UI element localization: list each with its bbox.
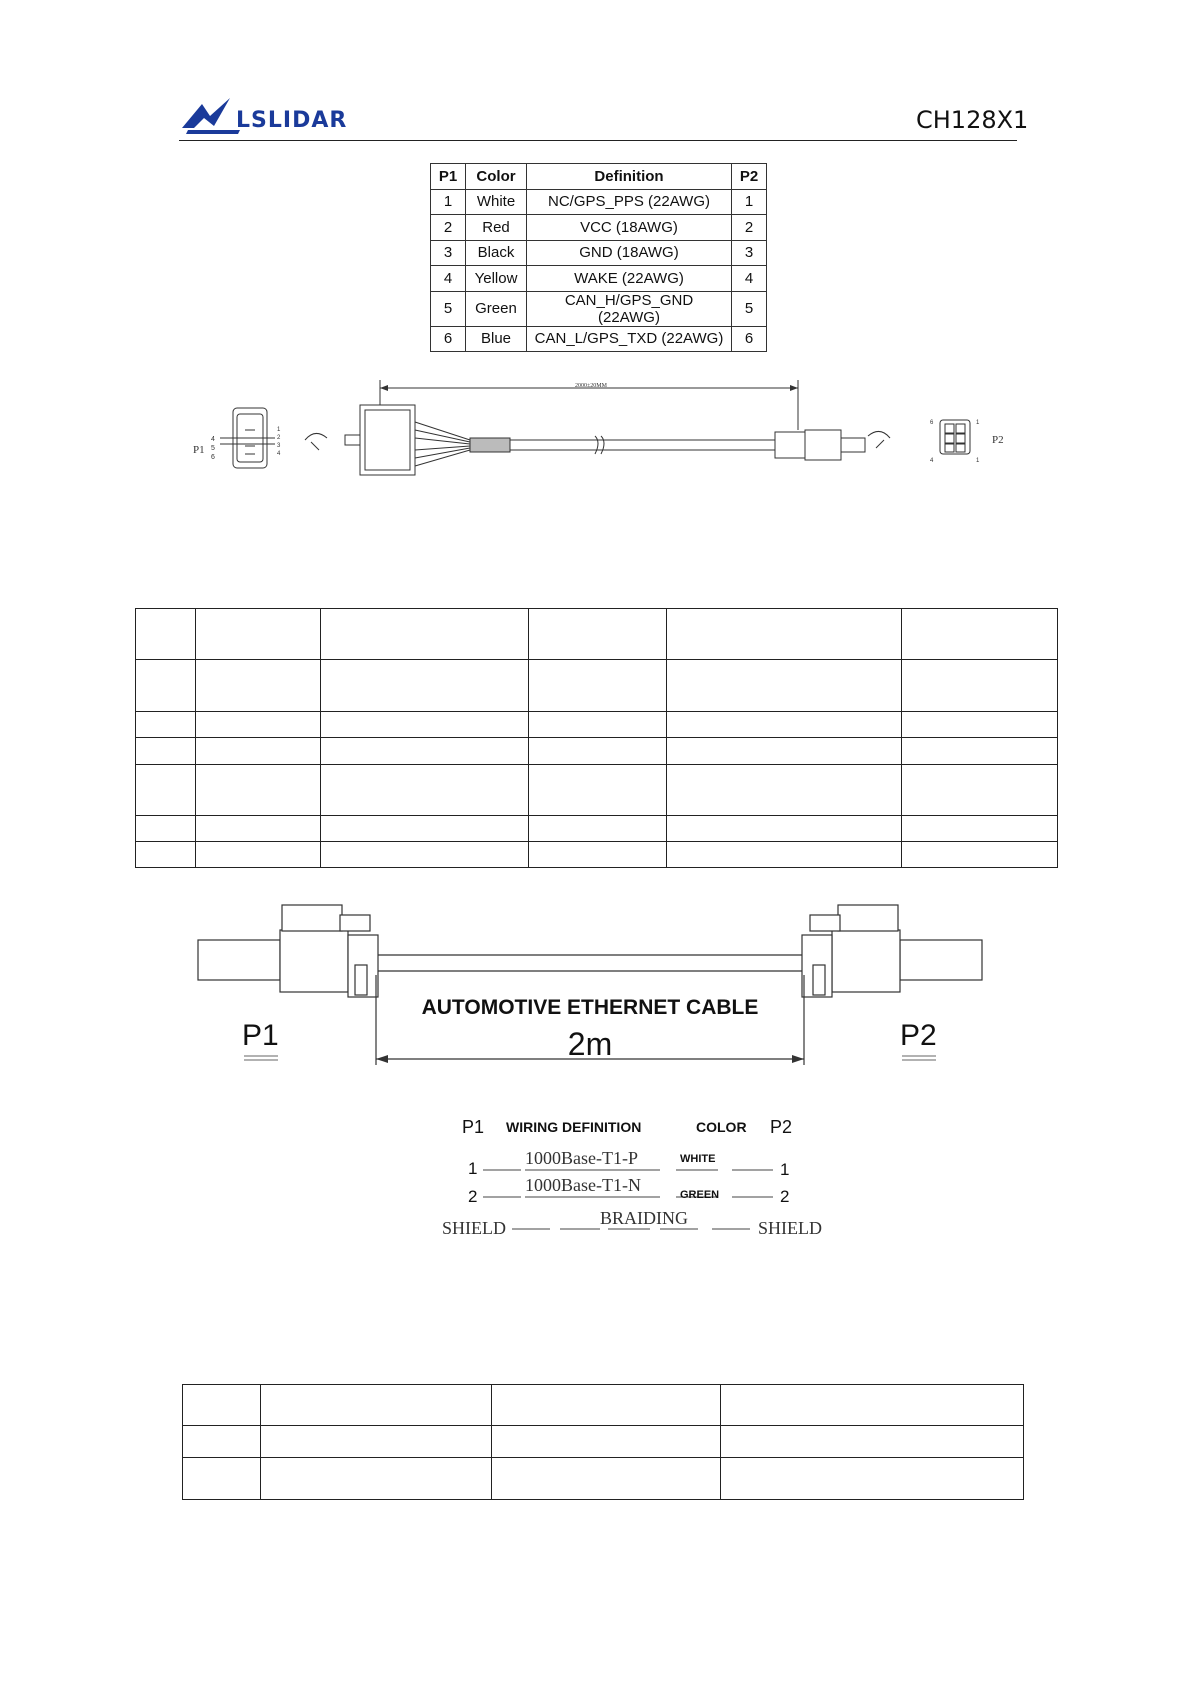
cell-definition: VCC (18AWG) (527, 215, 732, 241)
braiding-label: BRAIDING (600, 1208, 688, 1228)
p2-label: P2 (900, 1019, 937, 1052)
p1-pin-label-right: 4 (277, 451, 281, 457)
empty-table-2 (182, 1384, 1024, 1500)
shield-left-label: SHIELD (442, 1218, 506, 1238)
wiring-row-color: WHITE (680, 1153, 716, 1165)
table-row (136, 660, 1058, 712)
p2-pin-label-right: 1 (976, 420, 980, 426)
cell-definition: CAN_L/GPS_TXD (22AWG) (527, 326, 732, 352)
wiring-definition-header: WIRING DEFINITION (506, 1119, 642, 1135)
p1-pin-label-right: 2 (277, 435, 281, 441)
cell-p1: 2 (431, 215, 466, 241)
p1-pin-label: 5 (211, 445, 215, 452)
power-cable-drawing (185, 360, 1025, 490)
wiring-row-definition: 1000Base-T1-N (525, 1175, 641, 1195)
table-row (136, 712, 1058, 738)
cell-color: Black (466, 240, 527, 266)
cell-p2: 1 (732, 189, 767, 215)
cell-color: White (466, 189, 527, 215)
wiring-color-header: COLOR (696, 1119, 747, 1135)
table-header-row (431, 164, 767, 190)
table-row (431, 326, 767, 352)
document-model: CH128X1 (916, 106, 1029, 134)
table-row (183, 1385, 1024, 1426)
cable-length-label: 2m (567, 1026, 613, 1062)
cell-color: Yellow (466, 266, 527, 292)
cell-p2: 2 (732, 215, 767, 241)
wiring-definition-legend (430, 1110, 850, 1250)
cell-p2: 5 (732, 291, 767, 326)
shield-right-label: SHIELD (758, 1218, 822, 1238)
p2-pin-label-right: 1 (976, 458, 980, 464)
p1-pin-label-right: 1 (277, 427, 281, 433)
p1-pin-label: 6 (211, 454, 215, 461)
wiring-row-p2: 2 (780, 1187, 790, 1206)
cell-definition: WAKE (22AWG) (527, 266, 732, 292)
table-row (136, 841, 1058, 867)
cell-p2: 3 (732, 240, 767, 266)
cell-p1: 4 (431, 266, 466, 292)
pin-definition-table (430, 163, 767, 352)
wiring-row-color: GREEN (680, 1189, 720, 1201)
cell-color: Red (466, 215, 527, 241)
p2-pin-label-left: 6 (930, 420, 934, 426)
p2-connector-label: P2 (992, 434, 1004, 446)
cell-definition: GND (18AWG) (527, 240, 732, 266)
table-row (431, 291, 767, 326)
header-p2: P2 (732, 164, 767, 190)
ethernet-cable-drawing (190, 895, 990, 1080)
wiring-row-p1: 1 (468, 1159, 478, 1178)
cell-color: Blue (466, 326, 527, 352)
length-dimension-label: 2000±20MM (575, 383, 607, 389)
table-row (183, 1426, 1024, 1458)
cell-p1: 1 (431, 189, 466, 215)
table-row (136, 815, 1058, 841)
header-color: Color (466, 164, 527, 190)
table-row (431, 266, 767, 292)
table-row (136, 738, 1058, 764)
p1-label: P1 (242, 1019, 279, 1052)
cell-color: Green (466, 291, 527, 326)
wiring-row-p1: 2 (468, 1187, 478, 1206)
p1-connector-label: P1 (193, 444, 205, 456)
table-row (136, 609, 1058, 660)
header-p1: P1 (431, 164, 466, 190)
table-row (136, 764, 1058, 815)
table-row (431, 189, 767, 215)
wiring-row-definition: 1000Base-T1-P (525, 1148, 638, 1168)
p2-pin-label-left: 4 (930, 458, 934, 464)
wiring-p1-header: P1 (462, 1117, 485, 1137)
cell-p1: 5 (431, 291, 466, 326)
table-row (183, 1458, 1024, 1500)
wiring-p2-header: P2 (770, 1117, 793, 1137)
cell-p2: 4 (732, 266, 767, 292)
cell-definition: CAN_H/GPS_GND (22AWG) (527, 291, 732, 326)
empty-table-1 (135, 608, 1058, 868)
p1-pin-label-right: 3 (277, 443, 281, 449)
cell-definition: NC/GPS_PPS (22AWG) (527, 189, 732, 215)
ethernet-cable-title: AUTOMOTIVE ETHERNET CABLE (421, 996, 759, 1019)
logo-text: LSLIDAR (236, 108, 348, 133)
cell-p1: 3 (431, 240, 466, 266)
header-definition: Definition (527, 164, 732, 190)
cell-p1: 6 (431, 326, 466, 352)
p1-pin-label: 4 (211, 436, 215, 443)
wiring-row-p2: 1 (780, 1160, 790, 1179)
header-divider (179, 140, 1017, 141)
cell-p2: 6 (732, 326, 767, 352)
table-row (431, 215, 767, 241)
table-row (431, 240, 767, 266)
